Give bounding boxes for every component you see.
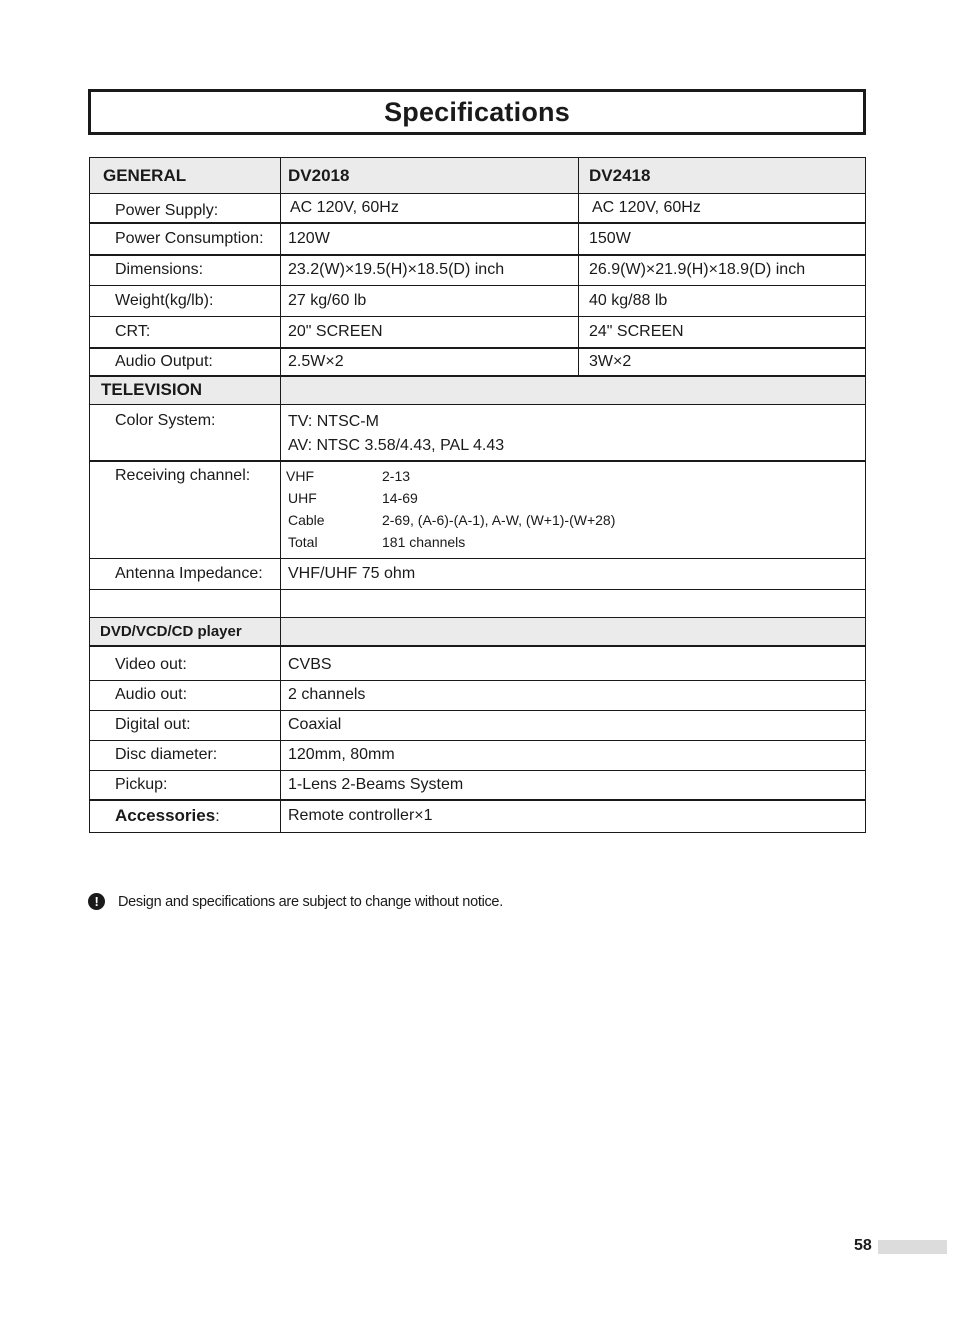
table-row <box>90 461 866 559</box>
row-value: CVBS <box>281 646 866 680</box>
notice-text: Design and specifications are subject to change without notice. <box>118 893 503 910</box>
section-header-dvd: DVD/VCD/CD player <box>90 617 281 646</box>
band-label: Total <box>288 534 318 551</box>
accessories-label-cell <box>90 800 281 832</box>
row-value: 120mm, 80mm <box>281 740 866 770</box>
row-label: Dimensions: <box>90 255 281 286</box>
accessories-value: Remote controller×1 <box>281 800 866 832</box>
table-row <box>90 558 866 589</box>
antenna-value: VHF/UHF 75 ohm <box>281 558 866 589</box>
row-value-dv2018: 2.5W×2 <box>281 348 579 376</box>
blank-cell <box>90 589 281 617</box>
table-row <box>90 223 866 255</box>
band-range: 14-69 <box>382 489 418 506</box>
table-row <box>90 740 866 770</box>
band-range: 2-13 <box>382 467 411 484</box>
table-row <box>90 317 866 348</box>
row-value: 1-Lens 2-Beams System <box>281 770 866 800</box>
blank-row <box>90 589 866 617</box>
section-header-television: TELEVISION <box>90 376 281 405</box>
row-label: Video out: <box>90 646 281 680</box>
section-header-blank <box>281 376 866 405</box>
row-label: CRT: <box>90 317 281 348</box>
receiving-channel-grid <box>286 462 865 558</box>
row-value-dv2418: 40 kg/88 lb <box>579 286 866 317</box>
section-header-general: GENERAL <box>90 158 281 194</box>
band-range: 2-69, (A-6)-(A-1), A-W, (W+1)-(W+28) <box>382 512 616 529</box>
table-row <box>90 255 866 286</box>
table-row <box>90 194 866 223</box>
specifications-table <box>89 157 866 833</box>
row-value-dv2418: 3W×2 <box>579 348 866 376</box>
model-header-dv2418: DV2418 <box>579 158 866 194</box>
row-value-dv2018: 23.2(W)×19.5(H)×18.5(D) inch <box>281 255 579 286</box>
row-label: Pickup: <box>90 770 281 800</box>
table-row <box>90 770 866 800</box>
band-label: UHF <box>288 489 317 506</box>
accessories-row <box>90 800 866 832</box>
row-label: Receiving channel: <box>90 461 281 559</box>
band-label: Cable <box>288 512 325 529</box>
accessories-label: Accessories <box>115 806 216 826</box>
table-row <box>90 286 866 317</box>
row-label: Weight(kg/lb): <box>90 286 281 317</box>
row-value-dv2418: 26.9(W)×21.9(H)×18.9(D) inch <box>579 255 866 286</box>
row-label: Power Consumption: <box>90 223 281 255</box>
color-system-line: AV: NTSC 3.58/4.43, PAL 4.43 <box>288 437 505 454</box>
table-row <box>90 348 866 376</box>
row-value-dv2418: 24" SCREEN <box>579 317 866 348</box>
color-system-line: TV: NTSC-M <box>288 413 379 430</box>
section-header-blank <box>281 617 866 646</box>
page-title: Specifications <box>384 96 570 127</box>
row-value: Coaxial <box>281 710 866 740</box>
row-value-dv2418: 150W <box>579 223 866 255</box>
model-header-dv2018: DV2018 <box>281 158 579 194</box>
row-label: Disc diameter: <box>90 740 281 770</box>
row-label: Audio Output: <box>90 348 281 376</box>
row-value-dv2018: AC 120V, 60Hz <box>281 194 579 223</box>
row-value-dv2018: 27 kg/60 lb <box>281 286 579 317</box>
receiving-channel-value <box>281 461 866 559</box>
row-value: 2 channels <box>281 680 866 710</box>
row-value-dv2018: 20" SCREEN <box>281 317 579 348</box>
row-label: Power Supply: <box>90 194 281 223</box>
table-row <box>90 680 866 710</box>
television-header-row <box>90 376 866 405</box>
general-header-row <box>90 158 866 194</box>
table-row <box>90 646 866 680</box>
blank-cell <box>281 589 866 617</box>
band-range: 181 channels <box>382 534 466 551</box>
notice <box>88 893 503 910</box>
page-number-bar <box>878 1240 947 1254</box>
row-label: Digital out: <box>90 710 281 740</box>
row-label: Color System: <box>90 405 281 461</box>
color-system-value <box>281 405 866 461</box>
dvd-header-row <box>90 617 866 646</box>
table-row <box>90 405 866 461</box>
accessories-colon: : <box>215 808 220 826</box>
table-row <box>90 710 866 740</box>
row-value-dv2018: 120W <box>281 223 579 255</box>
row-value-dv2418: AC 120V, 60Hz <box>579 194 866 223</box>
row-label: Antenna Impedance: <box>90 558 281 589</box>
exclamation-icon: ! <box>88 893 105 910</box>
band-label: VHF <box>286 467 314 484</box>
page-number: 58 <box>854 1237 872 1254</box>
title-box <box>88 89 866 135</box>
row-label: Audio out: <box>90 680 281 710</box>
